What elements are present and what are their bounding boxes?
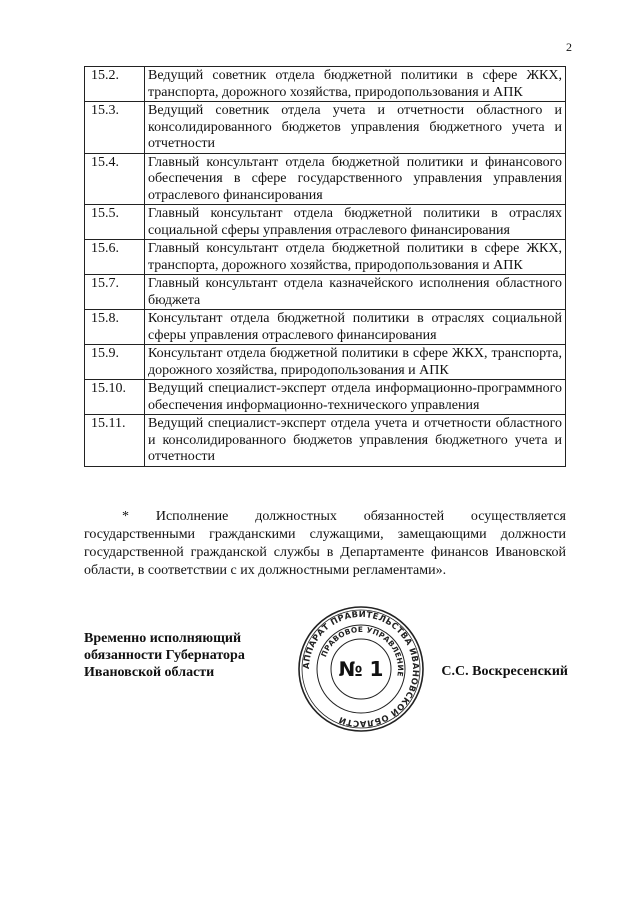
row-position-title: Главный консультант отдела казначейского исполнения областного бюджета <box>145 275 566 310</box>
signer-title: Временно исполняющий обязанности Губернатора Ивановской области <box>84 631 245 680</box>
signer-name: С.С. Воскресенский <box>441 664 568 679</box>
positions-table <box>84 66 566 467</box>
row-position-title: Ведущий специалист-эксперт отдела учета и отчетности областного и консолидированного бюджетов управления бюджетного учета и отчетности <box>145 415 566 467</box>
table-row <box>85 153 566 205</box>
row-number: 15.8. <box>85 310 145 345</box>
seal-outer-text: АППАРАТ ПРАВИТЕЛЬСТВА ИВАНОВСКОЙ ОБЛАСТИ <box>300 608 422 730</box>
table-row <box>85 67 566 102</box>
row-number: 15.9. <box>85 345 145 380</box>
table-row <box>85 275 566 310</box>
row-position-title: Консультант отдела бюджетной политики в сфере ЖКХ, транспорта, дорожного хозяйства, природопользования и АПК <box>145 345 566 380</box>
official-seal <box>296 604 426 734</box>
table-row <box>85 380 566 415</box>
row-position-title: Главный консультант отдела бюджетной политики в сфере ЖКХ, транспорта, дорожного хозяйства, природопользования и АПК <box>145 240 566 275</box>
row-position-title: Консультант отдела бюджетной политики в отраслях социальной сферы управления отраслевого финансирования <box>145 310 566 345</box>
row-position-title: Ведущий специалист-эксперт отдела информационно-программного обеспечения информационно-технического управления <box>145 380 566 415</box>
table-row <box>85 240 566 275</box>
table-row <box>85 415 566 467</box>
table-row <box>85 205 566 240</box>
table-row <box>85 345 566 380</box>
row-number: 15.2. <box>85 67 145 102</box>
table-row <box>85 310 566 345</box>
row-number: 15.7. <box>85 275 145 310</box>
table-row <box>85 102 566 154</box>
row-number: 15.11. <box>85 415 145 467</box>
row-number: 15.10. <box>85 380 145 415</box>
row-number: 15.5. <box>85 205 145 240</box>
row-position-title: Ведущий советник отдела учета и отчетности областного и консолидированного бюджетов управления бюджетного учета и отчетности <box>145 102 566 154</box>
footnote: * Исполнение должностных обязанностей осуществляется государственными гражданскими служащими, замещающими должности государственной гражданской службы в Департаменте финансов Ивановской области, в соответствии с их должностными регламентами». <box>84 509 566 578</box>
row-position-title: Главный консультант отдела бюджетной политики в отраслях социальной сферы управления отраслевого финансирования <box>145 205 566 240</box>
seal-inner-text: ПРАВОВОЕ УПРАВЛЕНИЕ <box>319 624 406 678</box>
row-position-title: Главный консультант отдела бюджетной политики и финансового обеспечения в сфере государственного управления управления отраслевого финансирования <box>145 153 566 205</box>
row-number: 15.4. <box>85 153 145 205</box>
row-number: 15.3. <box>85 102 145 154</box>
page-number: 2 <box>566 40 572 54</box>
seal-number: № 1 <box>338 657 384 681</box>
row-number: 15.6. <box>85 240 145 275</box>
row-position-title: Ведущий советник отдела бюджетной политики в сфере ЖКХ, транспорта, дорожного хозяйства, природопользования и АПК <box>145 67 566 102</box>
